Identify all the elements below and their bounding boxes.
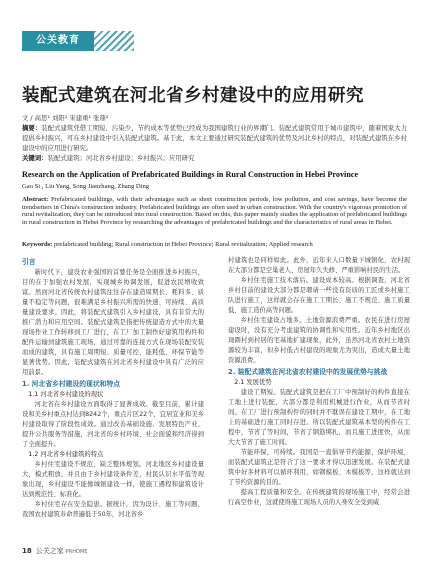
article-title-cn: 装配式建筑在河北省乡村建设中的应用研究: [22, 86, 364, 106]
authors-en: Gao Si , Liu Yang, Song Jianzhang, Zhang Ding: [22, 183, 150, 190]
journal-name-cn: 公关之家: [35, 547, 64, 555]
paragraph-intro: 新时代下，建设农业强国的首要任务是全面推进乡村振兴，目的在于加强农村发展，实现城乡协调发展，促进农民增收致富。然而河北省传统农村建筑往往存在建造周期长、耗料多、质量不稳定等问题，很难满足乡村振兴所需的快速、可持续、高质量建设要求。因此，将装配式建筑引入乡村建设，具有非常大的推广潜力和应用空间。装配式建筑是指把传统建造方式中的大量现场作业工作转移到工厂进行，在工厂加工制作好建筑用构件和配件运输到建筑施工现场，通过可靠的连接方式在现场装配安装而成的建筑，具有施工周期短、质量可控、能耗低、环保节能等显著优势。因此，装配式建筑在河北省乡村建设中具有广泛的应用前景。: [22, 269, 204, 376]
subheading-1-2: 1.2 河北省乡村建筑的特点: [28, 451, 104, 458]
paragraph-1-2: 乡村住宅建设不规范，缺乏整体规划。河北地区乡村建设量大，模式粗放，并且由于乡村建设条件差，村民认识水平低等现象出现，乡村建设不能像城镇建设一样，使施工遇程和建筑设计达到规范性、标准化。: [22, 461, 204, 498]
subheading-2-1: 2.1 发展优势: [234, 379, 272, 386]
paragraph-right-b: 乡村住宅施工技术落后。建设成本较高。根据调查，河北省乡村目前的建设大部分都是聘请一些没有资质的工匠或乡村施工队进行施工，这样就会存在施工工期长、施工不规范、施工质量低、施工造价高等问题。: [228, 277, 410, 314]
abstract-en: [22, 196, 407, 226]
keywords-cn-label: 关键词：: [22, 154, 48, 162]
keywords-en: [22, 241, 407, 249]
section-heading-1: 1. 河北省乡村建设的现状和特点: [22, 380, 121, 388]
section-tag: 公关教育: [22, 31, 94, 51]
keywords-cn-text: 装配式建筑；河北省乡村建设；乡村振兴；应用研究: [47, 154, 195, 162]
body-column-left: [22, 256, 204, 520]
page-number: 18: [22, 547, 32, 555]
page-footer: [22, 546, 87, 556]
abstract-en-text: Prefabricated buildings, with their advantages such as short construction periods, low pollution, and cost savings, have become the trendsetters in China's construction industry. Prefabricated buildings are often used in urban construction. With the country's vigorous promotion of rural revitalization, they can be introduced into rural construction. Based on this, this paper mainly studies the application of prefabricated buildings in rural construction in Hebei Province by researching the advantages of prefabricated buildings and the characteristics of rural areas in Hebei.: [22, 196, 408, 226]
body-column-right: [228, 256, 410, 508]
subheading-1-1: 1.1 河北省乡村建设的现状: [28, 391, 104, 398]
abstract-cn-text: 装配式建筑凭借工期短、污染少、节约成本等优势已经成为我国建筑行业的界潮门。装配式建筑常用于城市建筑中，随着国家大力提倡乡村振兴，可在乡村建设中引入装配式建筑。基于此，本文主要通过研究装配式建筑的优势及河北乡村的特点，对装配式建筑在乡村建设中的应用进行研究。: [22, 124, 408, 152]
article-title-en: Research on the Application of Prefabricated Buildings in Rural Construction in Hebei Province: [22, 170, 359, 179]
paragraph-2-a: 建设工期短。装配式建筑是把在工厂中预制好的构件直接在工地上进行装配，大部分都是利用机械进行作业，从而节省时间。在工厂进行预制构件的同时并不耽误在建设工期中，在工地上的基础进行施工同时存进。所以装配式建筑基本型的构件在工程中，节省了等时间，节省了钢筋绑扎，而且施工进度快，从而大大节省了施工时间。: [228, 389, 410, 446]
paragraph-right-c: 乡村住宅建设占地多。土地资源浪费严重。农民在进行房屋建设时，没有充分考虑建筑的协调性和实用性。近年乡村地区出现圈村到村居的宅基地扩建现象，此外，虽然河北省农村土地资源较为丰富，但乡村低占村建设的现象尤为突出，造成大量土地资源浪费。: [228, 317, 410, 364]
section-heading-2: 2. 装配式建筑在河北省农村建设中的发展优势与挑战: [228, 368, 388, 376]
paragraph-1-1: 河北省在乡村建设方面取得了显著成效。截至目前，累计建设和美乡村重点村达到8242个，重点片区22个，宜居宜业和美乡村建设取得了阶段性成效。通过改善基础设施、发展特色产业、提升公共服务等措施，河北省的乡村环境、社会面貌和经济得到了全面提升。: [22, 401, 204, 448]
abstract-cn: [22, 123, 407, 153]
page-header: [0, 0, 427, 30]
abstract-en-label: Abstract:: [22, 196, 49, 203]
abstract-cn-label: 摘要：: [22, 124, 42, 132]
journal-name-en: PRHOME: [65, 549, 88, 555]
authors-cn: 文 / 高思¹ 刘阳¹ 宋建重¹ 张鼎²: [22, 114, 109, 122]
paragraph-2-c: 提高工程质量和安全。在传统建筑的现场施工中，经常会进行高空作业，这就使得施工现场人员的人身安全受到威: [228, 489, 410, 506]
section-tag-stripe: [94, 31, 134, 51]
keywords-en-label: Keywords:: [22, 241, 53, 248]
keywords-en-text: prefabricated building; Rural construction in Hebei Province; Rural revitalization; Applied research: [53, 241, 313, 248]
paragraph-2-b: 节能环保，可持续。我国是一直倡导节约能源，保护环境，而装配式建筑正是符合了这一要求才得以迅速发展。在装配式建筑中好多材料可以循环利用，如钢模板、木模板等，这样就达到了节约资源的目的。: [228, 449, 410, 486]
paragraph-right-a: 村建筑也是同样如此。此外，近年来人口数量下城镇化，农村现在大部分都是空巢老人、房屋年久失修、严重影响村民的生活。: [228, 257, 410, 274]
paragraph-1-3: 乡村住宅存在安全隐患。据统计，因为设计、施工等问题，我国农村建筑寿命普遍低于50年，河北省乡: [22, 501, 204, 518]
section-heading-intro: 引言: [22, 258, 36, 266]
keywords-cn: [22, 153, 407, 162]
